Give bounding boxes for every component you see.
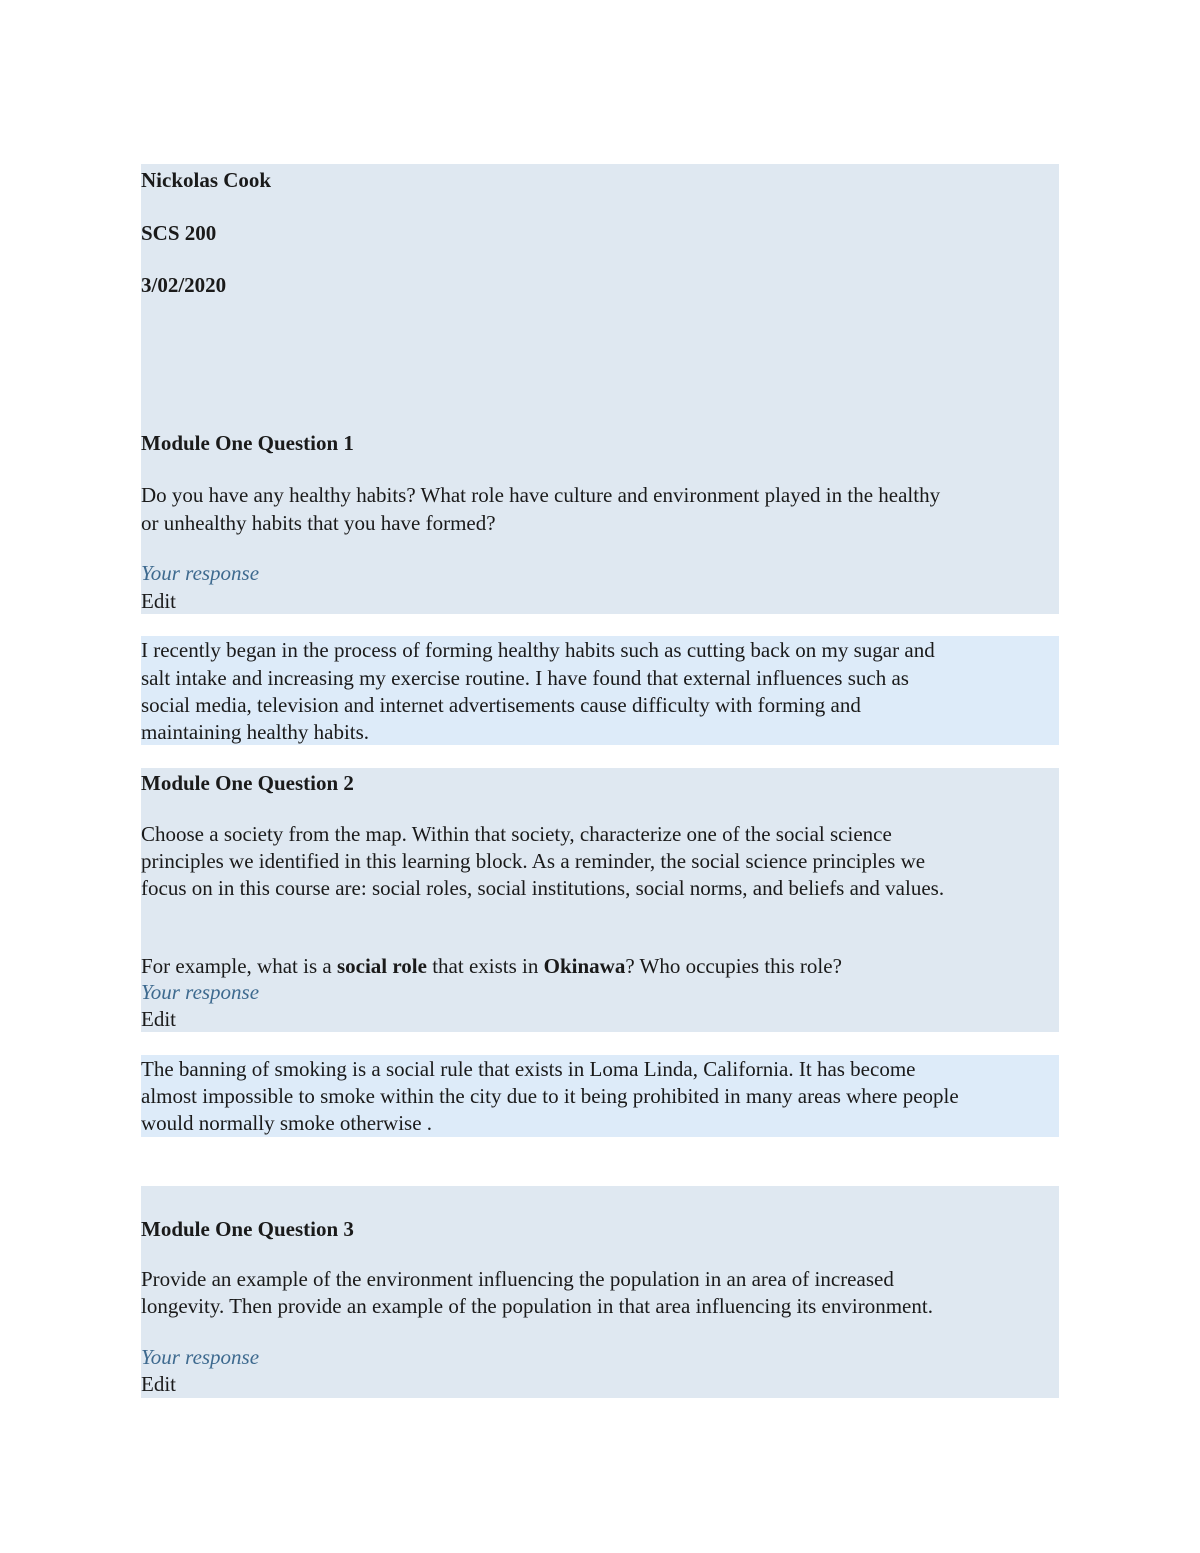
question-3-response-label: Your response [141,1345,260,1369]
question-1-prompt-line-2: or unhealthy habits that you have formed? [141,511,496,535]
answer-2-line-1: The banning of smoking is a social rule that exists in Loma Linda, California. It has become [141,1057,916,1081]
question-1-edit-link[interactable]: Edit [141,589,176,613]
question-2-prompt-line-2: principles we identified in this learning block. As a reminder, the social science principles we [141,849,926,873]
question-3-block [141,1186,1059,1398]
question-2-edit-link[interactable]: Edit [141,1007,176,1031]
question-1-prompt-line-1: Do you have any healthy habits? What role have culture and environment played in the healthy [141,483,941,507]
question-3-prompt-line-2: longevity. Then provide an example of the population in that area influencing its environment. [141,1294,933,1318]
example-text-1: For example, what is a [141,954,337,978]
example-bold-okinawa: Okinawa [543,954,626,978]
question-1-title: Module One Question 1 [141,431,354,455]
answer-2-line-3: would normally smoke otherwise . [141,1111,433,1135]
question-2-block [141,768,1059,1032]
question-2-prompt-line-3: focus on in this course are: social roles, social institutions, social norms, and beliefs and values. [141,876,945,900]
example-bold-social-role: social role [336,954,427,978]
question-2-response-label: Your response [141,980,260,1004]
question-2-title: Module One Question 2 [141,771,354,795]
answer-1-line-2: salt intake and increasing my exercise routine. I have found that external influences such as [141,666,909,690]
answer-1-line-4: maintaining healthy habits. [141,720,370,744]
answer-1-line-1: I recently began in the process of forming healthy habits such as cutting back on my sugar and [141,638,935,662]
course-code: SCS 200 [141,221,217,245]
answer-1-line-3: social media, television and internet advertisements cause difficulty with forming and [141,693,861,717]
question-1-response-label: Your response [141,561,260,585]
question-2-prompt-line-1: Choose a society from the map. Within that society, characterize one of the social science [141,822,892,846]
author-name: Nickolas Cook [141,168,272,192]
question-1-block [141,164,1059,614]
document-date: 3/02/2020 [141,273,227,297]
question-3-title: Module One Question 3 [141,1217,354,1241]
example-text-2: that exists in [426,954,544,978]
question-3-prompt-line-1: Provide an example of the environment influencing the population in an area of increased [141,1267,894,1291]
answer-1-block [141,636,1059,745]
answer-2-block [141,1055,1059,1137]
example-text-3: ? Who occupies this role? [625,954,842,978]
question-3-edit-link[interactable]: Edit [141,1372,176,1396]
answer-2-line-2: almost impossible to smoke within the city due to it being prohibited in many areas where people [141,1084,959,1108]
question-2-example [141,953,842,980]
